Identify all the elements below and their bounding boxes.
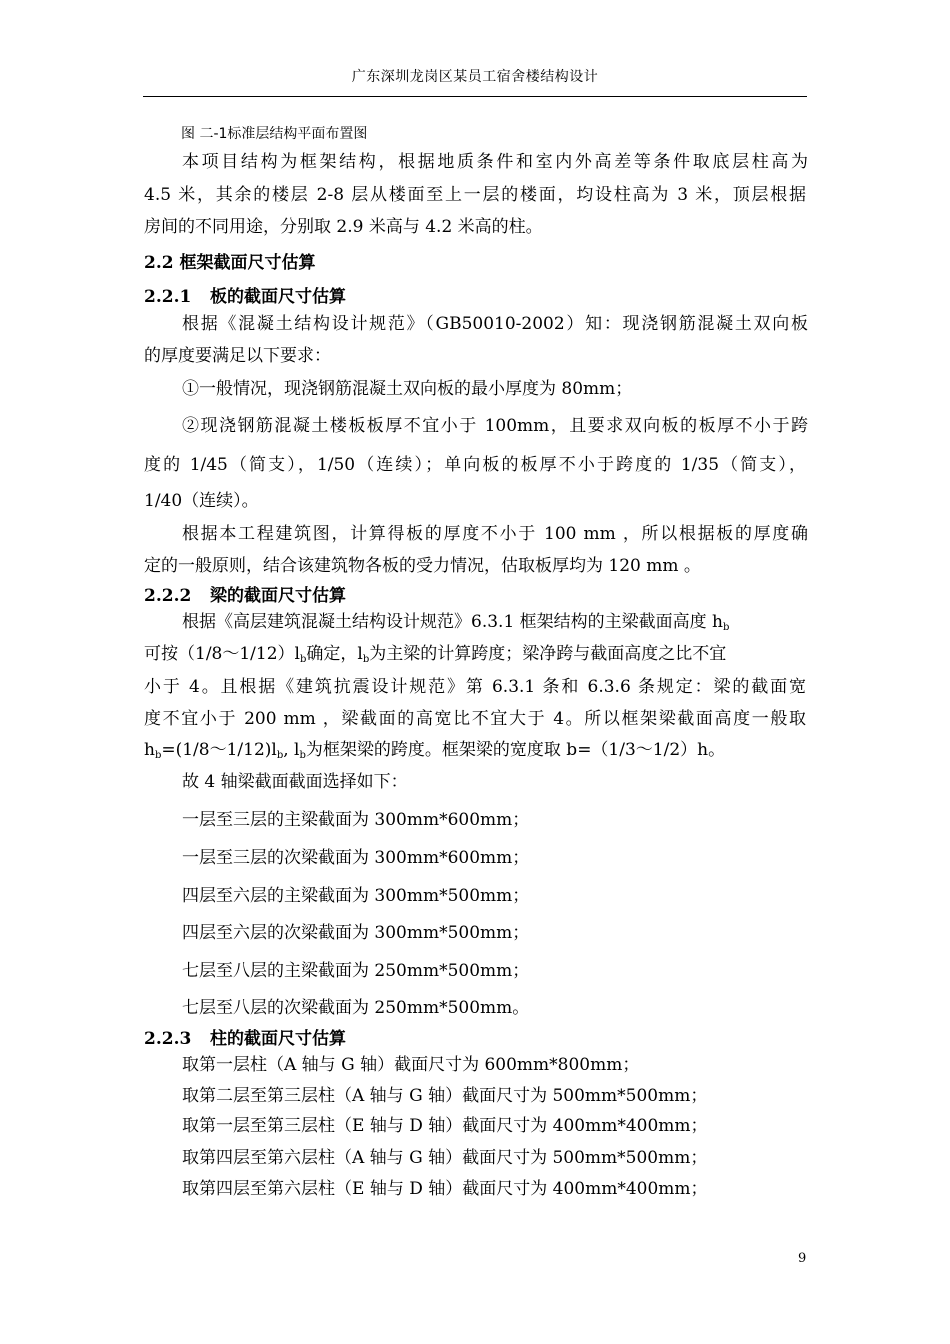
text-run: 可按（1/8～1/12）l [144,644,300,664]
subscript: b [723,622,730,633]
section-number: 2.2.3 [144,1029,192,1049]
beam-spec-item: 一层至三层的次梁截面为 300mm*600mm； [182,848,530,868]
text-run: 确定，l [306,644,363,664]
text-run: , l [283,740,300,760]
section-heading-2-2: 2.2 框架截面尺寸估算 [144,253,316,273]
beam-spec-item: 七层至八层的次梁截面为 250mm*500mm。 [182,998,530,1018]
beam-paragraph-line-1 [182,612,729,638]
column-spec-item: 取第四层至第六层柱（A 轴与 G 轴）截面尺寸为 500mm*500mm； [182,1148,708,1168]
running-header: 广东深圳龙岗区某员工宿舍楼结构设计 [351,69,599,85]
beam-spec-item: 一层至三层的主梁截面为 300mm*600mm； [182,810,530,830]
intro-line-2: 4.5 米，其余的楼层 2-8 层从楼面至上一层的楼面，均设柱高为 3 米，顶层根据 [144,185,806,205]
subscript: b [276,750,284,761]
slab-requirement-2-line-3: 1/40（连续）。 [144,491,259,511]
figure-caption: 图 二-1标准层结构平面布置图 [181,126,368,142]
intro-line-1: 本项目结构为框架结构，根据地质条件和室内外高差等条件取底层柱高为 [182,152,808,172]
beam-paragraph-line-4: 度不宜小于 200 mm ，梁截面的高宽比不宜大于 4。所以框架梁截面高度一般取 [144,709,806,729]
subscript: b [299,654,307,665]
subscript: b [154,750,162,761]
section-number: 2.2.2 [144,586,192,606]
text-run: 为主梁的计算跨度；梁净跨与截面高度之比不宜 [369,644,727,664]
beam-spec-item: 四层至六层的主梁截面为 300mm*500mm； [182,886,530,906]
section-title: 柱的截面尺寸估算 [210,1029,346,1049]
section-heading-2-2-1 [144,287,346,307]
slab-requirement-2-line-2: 度的 1/45（简支），1/50（连续）；单向板的板厚不小于跨度的 1/35（简支）， [144,455,806,475]
section-title: 梁的截面尺寸估算 [210,586,346,606]
beam-paragraph-line-2 [144,644,726,670]
column-spec-item: 取第四层至第六层柱（E 轴与 D 轴）截面尺寸为 400mm*400mm； [182,1179,708,1199]
text-run: =(1/8～1/12)l [161,740,277,760]
subscript: b [362,654,370,665]
beam-list-intro: 故 4 轴梁截面截面选择如下： [182,772,408,792]
slab-paragraph-line-2: 的厚度要满足以下要求： [144,346,331,366]
section-title: 板的截面尺寸估算 [210,287,346,307]
text-run: 为框架梁的跨度。框架梁的宽度取 b=（1/3～1/2）h。 [305,740,726,760]
slab-conclusion-line-2: 定的一般原则，结合该建筑物各板的受力情况，估取板厚均为 120 mm 。 [144,556,701,576]
section-number: 2.2.1 [144,287,192,307]
header-rule [143,96,807,97]
beam-spec-item: 四层至六层的次梁截面为 300mm*500mm； [182,923,530,943]
section-heading-2-2-3 [144,1029,346,1049]
slab-conclusion-line-1: 根据本工程建筑图，计算得板的厚度不小于 100 mm ，所以根据板的厚度确 [182,524,808,544]
text-run: 根据《高层建筑混凝土结构设计规范》6.3.1 框架结构的主梁截面高度 h [182,612,724,632]
column-spec-item: 取第一层柱（A 轴与 G 轴）截面尺寸为 600mm*800mm； [182,1055,640,1075]
slab-paragraph-line-1: 根据《混凝土结构设计规范》（GB50010-2002）知：现浇钢筋混凝土双向板 [182,314,808,334]
beam-paragraph-line-3: 小于 4。且根据《建筑抗震设计规范》第 6.3.1 条和 6.3.6 条规定：梁的截面宽 [144,677,806,697]
slab-requirement-1: ①一般情况，现浇钢筋混凝土双向板的最小厚度为 80mm； [182,379,633,399]
beam-spec-item: 七层至八层的主梁截面为 250mm*500mm； [182,961,530,981]
column-spec-item: 取第一层至第三层柱（E 轴与 D 轴）截面尺寸为 400mm*400mm； [182,1116,708,1136]
section-heading-2-2-2 [144,586,346,606]
page-number: 9 [798,1251,807,1266]
text-run: h [144,740,155,760]
intro-line-3: 房间的不同用途，分别取 2.9 米高与 4.2 米高的柱。 [144,217,543,237]
subscript: b [299,750,306,761]
slab-requirement-2-line-1: ②现浇钢筋混凝土楼板板厚不宜小于 100mm，且要求双向板的板厚不小于跨 [182,416,808,436]
column-spec-item: 取第二层至第三层柱（A 轴与 G 轴）截面尺寸为 500mm*500mm； [182,1086,708,1106]
beam-paragraph-line-5 [144,740,725,766]
